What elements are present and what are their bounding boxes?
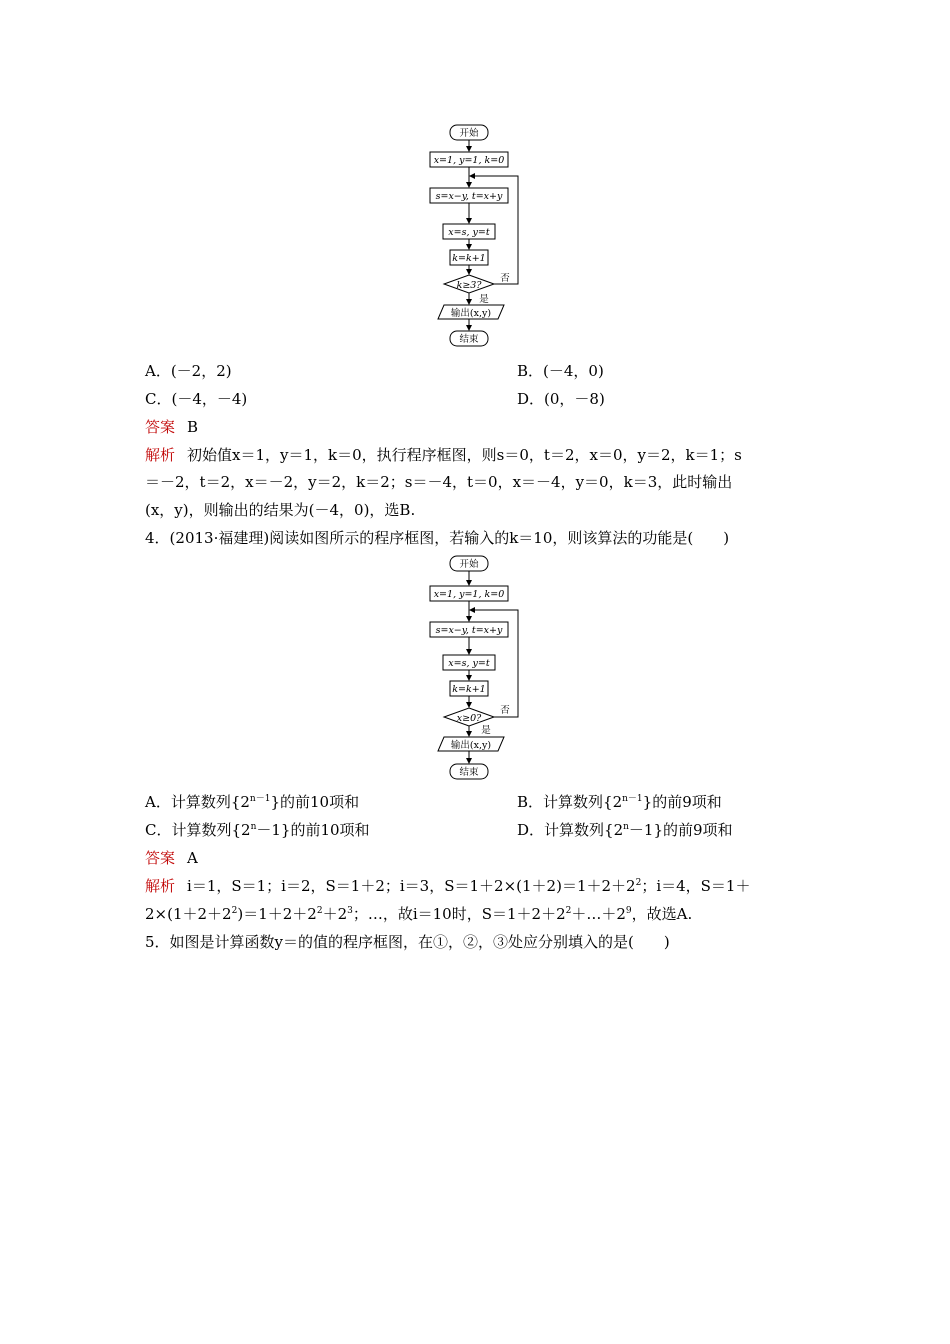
q4-option-a: A．计算数列$\{2^{n-1}\}$的前10项和 xyxy=(145,793,360,811)
q4-option-d: D．计算数列$\{2^n-1\}$的前9项和 xyxy=(517,821,733,839)
step3-label: k=k+1 xyxy=(452,684,486,695)
q3-option-b: B．(－4，0) xyxy=(517,362,604,380)
no-label: 否 xyxy=(500,705,510,716)
answer-value: B xyxy=(187,418,199,436)
condition-label: k≥3? xyxy=(456,280,482,291)
step1-label: s=x−y, t=x+y xyxy=(435,191,503,202)
step3-label: k=k+1 xyxy=(452,253,486,264)
q3-answer xyxy=(145,417,198,437)
q3-option-d: D．(0，－8) xyxy=(517,390,605,408)
analysis-text: 初始值x＝1，y＝1，k＝0，执行程序框图，则s＝0，t＝2，x＝0，y＝2，k＝1；s xyxy=(187,446,742,464)
output-label: 输出(x,y) xyxy=(450,740,492,751)
step2-label: x=s, y=t xyxy=(448,227,490,238)
condition-label: x≥0? xyxy=(456,713,482,724)
end-label: 结束 xyxy=(459,767,479,778)
init-label: x=1, y=1, k=0 xyxy=(433,155,505,166)
step2-label: x=s, y=t xyxy=(448,658,490,669)
end-label: 结束 xyxy=(459,334,479,345)
q3-analysis-line-3: (x，y)，则输出的结果为(－4，0)，选B. xyxy=(145,501,416,519)
q4-option-b: B．计算数列$\{2^{n-1}\}$的前9项和 xyxy=(517,793,722,811)
flowchart-2 xyxy=(400,551,550,781)
start-label: 开始 xyxy=(459,128,479,139)
answer-value: A xyxy=(187,849,198,867)
analysis-label: 解析 xyxy=(145,446,176,464)
answer-label: 答案 xyxy=(145,418,176,436)
answer-label: 答案 xyxy=(145,849,176,867)
yes-label: 是 xyxy=(481,725,491,736)
start-label: 开始 xyxy=(459,559,479,570)
flowchart-1 xyxy=(400,120,550,350)
init-label: x=1, y=1, k=0 xyxy=(433,589,505,600)
analysis-label: 解析 xyxy=(145,877,176,895)
no-label: 否 xyxy=(500,273,510,284)
q3-option-c: C．(－4，－4) xyxy=(145,390,248,408)
q4-option-c: C．计算数列$\{2^n-1\}$的前10项和 xyxy=(145,821,370,839)
step1-label: s=x−y, t=x+y xyxy=(435,625,503,636)
q3-analysis-line-1 xyxy=(145,445,742,465)
q4-answer xyxy=(145,848,198,868)
q4-stem: 4．(2013·福建理)阅读如图所示的程序框图，若输入的k＝10，则该算法的功能是( ) xyxy=(145,529,730,547)
yes-label: 是 xyxy=(479,294,489,305)
q3-analysis-line-2: ＝－2，t＝2，x＝－2，y＝2，k＝2；s＝－4，t＝0，x＝－4，y＝0，k＝3，此时输出 xyxy=(145,473,733,491)
q4-analysis-line-2: $2\times(1+2+2^2)=1+2+2^2+2^3$；…，故i＝10时，$S=1+2+2^2+\dots+2^9$，故选A. xyxy=(145,905,693,923)
q4-analysis-line-1: 解析 i＝1，S＝1；i＝2，S＝1＋2；i＝3，$S=1+2\times(1+2)=1+2+2^2$；i＝4，S＝1＋ xyxy=(145,877,751,895)
q3-option-a: A．(－2，2) xyxy=(145,362,232,380)
output-label: 输出(x,y) xyxy=(450,308,492,319)
q5-stem: 5．如图是计算函数y＝的值的程序框图，在①，②，③处应分别填入的是( ) xyxy=(145,933,670,951)
